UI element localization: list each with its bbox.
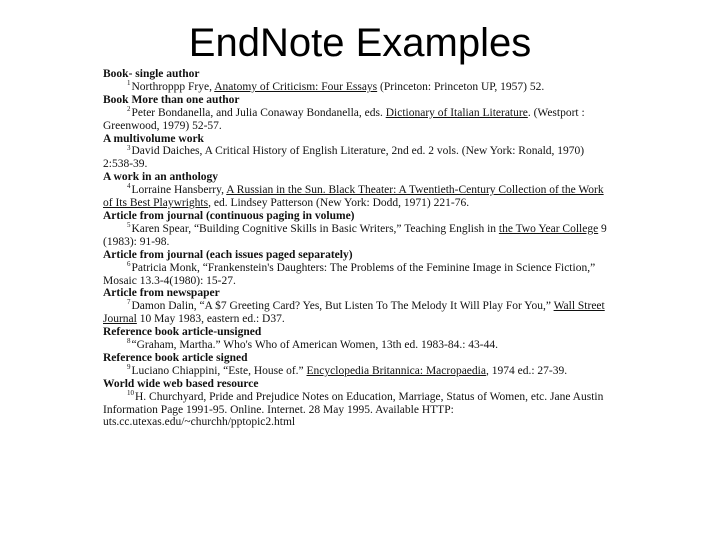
footnote-number: 6: [127, 259, 131, 268]
citation-entry-book-multiple-authors: $^2$Peter Bondanella, and Julia Conaway Bondanella, eds. Dictionary of Italian Literature. (Westport : Greenwood, 1979) 52-57.: [103, 104, 585, 132]
citation-entry-journal-separate: $^6$Patricia Monk, “Frankenstein's Daughters: The Problems of the Feminine Image in Science Fiction,” Mosaic 13.3-4(1980): 15-27.: [103, 259, 596, 287]
section-heading-journal-continuous: Article from journal (continuous paging in volume): [103, 209, 355, 222]
citation-entry-anthology: $^4$Lorraine Hansberry, A Russian in the Sun. Black Theater: A Twentieth-Century Collection of the Work of Its Best Playwrights, ed. Lindsey Patterson (New York: Dodd, 1971) 221-76.: [103, 182, 604, 210]
slide-title: EndNote Examples: [188, 21, 532, 65]
citation-entry-reference-signed: $^9$Luciano Chiappini, “Este, House of.” Encyclopedia Britannica: Macropaedia, 1974 ed.: 27-39.: [127, 363, 568, 377]
citation-entry-web-resource: $^{10}$H. Churchyard, Pride and Prejudice Notes on Education, Marriage, Status of Women, etc. Jane Austin Information Page 1991-95. Online. Internet. 28 May 1995. Available HTTP: uts.cc.utexas.edu/~churchh/pptopic2.html: [103, 388, 604, 429]
section-heading-anthology: A work in an anthology: [103, 171, 219, 184]
citation-examples: [103, 68, 613, 429]
footnote-number: 9: [127, 363, 131, 372]
footnote-number: 2: [127, 104, 131, 113]
citation-entry-book-single-author: $^1$Northroppp Frye, Anatomy of Criticism: Four Essays (Princeton: Princeton UP, 1957) 52.: [127, 79, 545, 93]
section-heading-book-single-author: Book- single author: [103, 68, 200, 80]
footnote-number: 10: [127, 388, 134, 397]
section-heading-reference-unsigned: Reference book article-unsigned: [103, 326, 262, 339]
newspaper-title: Wall Street Journal: [103, 300, 605, 326]
footnote-number: 8: [127, 337, 131, 346]
book-title: Anatomy of Criticism: Four Essays: [214, 80, 378, 93]
anthology-title: A Russian in the Sun. Black Theater: A Twentieth-Century Collection of the Work of Its Best Playwrights: [103, 184, 604, 210]
citation-entry-multivolume-work: $^3$David Daiches, A Critical History of English Literature, 2nd ed. 2 vols. (New York: Ronald, 1970) 2:538-39.: [103, 143, 585, 171]
footnote-number: 1: [127, 79, 131, 88]
section-heading-multivolume-work: A multivolume work: [103, 132, 204, 145]
section-heading-book-multiple-authors: Book More than one author: [103, 93, 240, 106]
section-heading-web-resource: World wide web based resource: [103, 377, 259, 390]
citation-entry-reference-unsigned: $^8$“Graham, Martha.” Who's Who of American Women, 13th ed. 1983-84.: 43-44.: [127, 337, 499, 352]
footnote-number: 4: [127, 182, 131, 191]
section-heading-journal-separate: Article from journal (each issues paged separately): [103, 248, 353, 261]
footnote-number: 7: [127, 298, 131, 307]
encyclopedia-title: Encyclopedia Britannica: Macropaedia: [306, 364, 486, 377]
section-heading-reference-signed: Reference book article signed: [103, 351, 248, 364]
journal-title: the Two Year College: [498, 222, 599, 235]
section-heading-newspaper: Article from newspaper: [103, 287, 220, 300]
footnote-number: 5: [127, 221, 131, 230]
book-title: Dictionary of Italian Literature: [385, 106, 528, 119]
citation-entry-journal-continuous: $^5$Karen Spear, “Building Cognitive Skills in Basic Writers,” Teaching English in the Two Year College 9 (1983): 91-98.: [103, 221, 607, 248]
footnote-number: 3: [127, 143, 131, 152]
citation-entry-newspaper: $^7$Damon Dalin, “A $7 Greeting Card? Yes, But Listen To The Melody It Will Play For You,” Wall Street Journal 10 May 1983, eastern ed.: D37.: [103, 298, 605, 326]
